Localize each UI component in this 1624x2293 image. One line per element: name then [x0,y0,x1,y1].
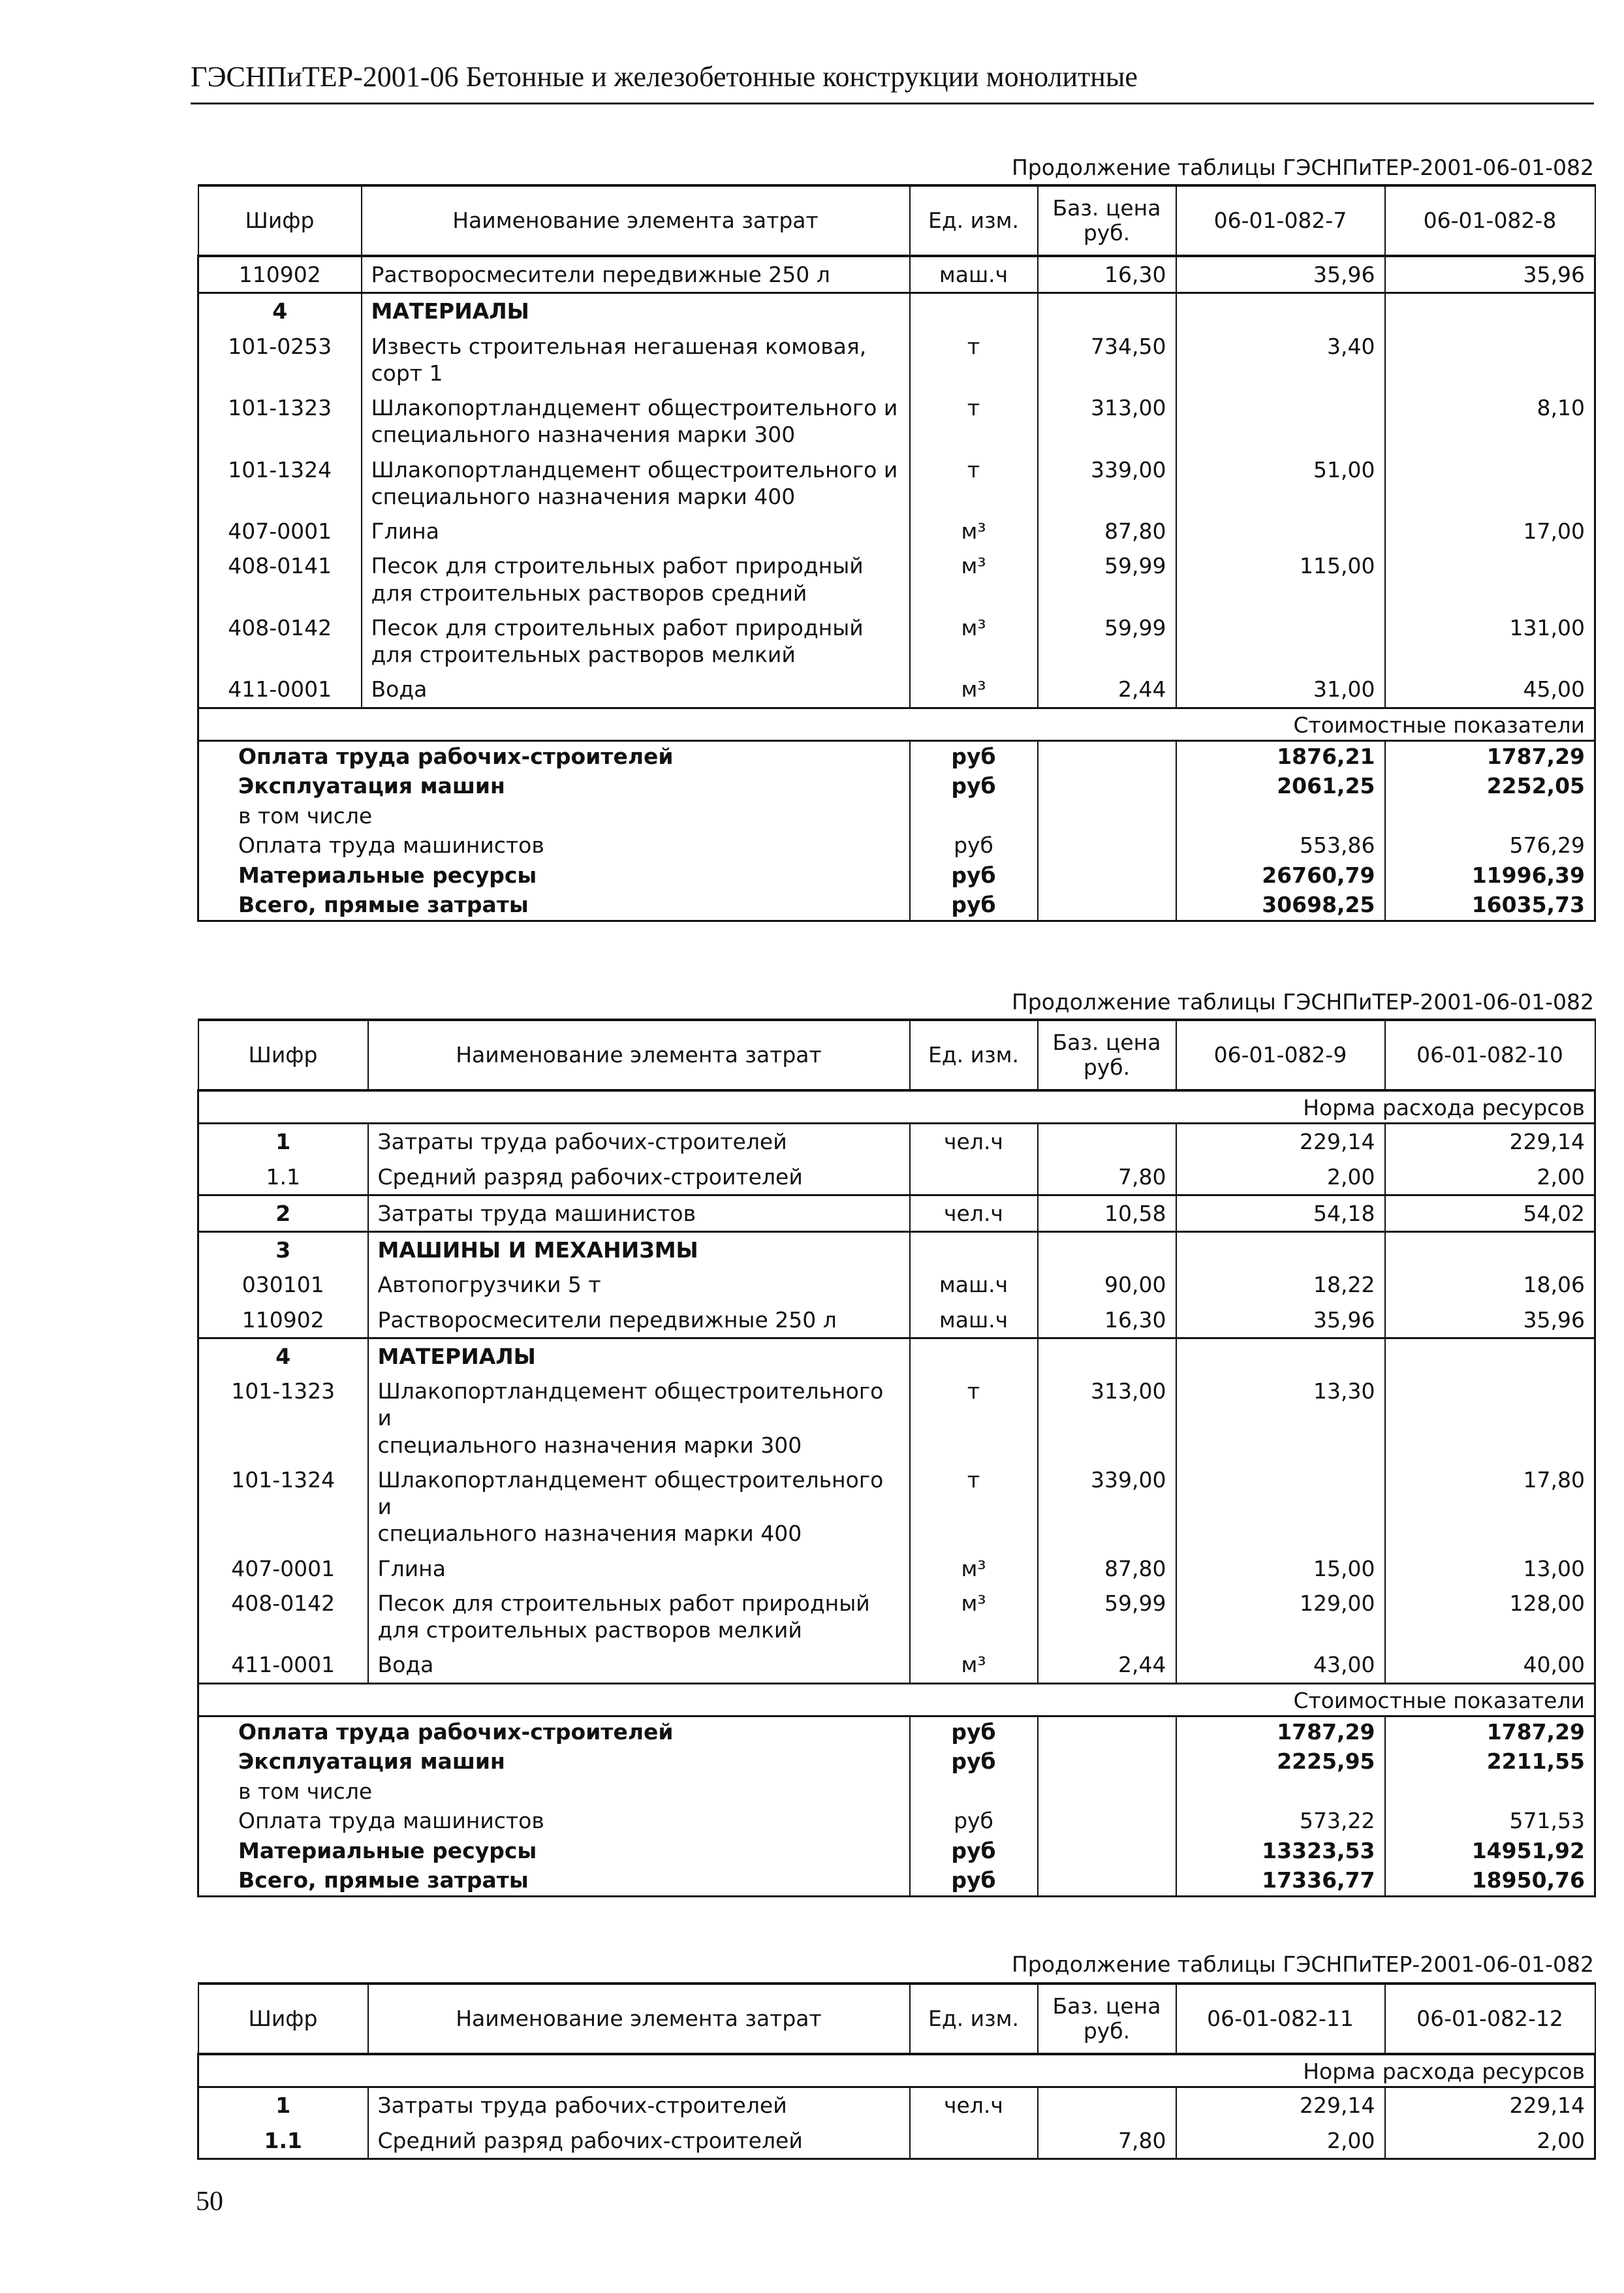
table-row [198,1374,1595,1463]
summary-label: Эксплуатация машин [198,771,910,801]
row-value-b: 8,10 [1385,390,1595,452]
row-value-b [1385,452,1595,514]
row-code: 1 [198,2087,368,2123]
summary-label: Оплата труда машинистов [198,830,910,861]
summary-label: Эксплуатация машин [198,1747,910,1777]
summary-row [198,1777,1595,1807]
row-price: 87,80 [1038,1551,1176,1586]
row-value-a: 3,40 [1176,329,1385,391]
row-name: Шлакопортландцемент общестроительного и специального назначения марки 400 [362,452,910,514]
header-base-price: Баз. цена руб. [1038,1020,1176,1090]
row-unit: т [910,329,1038,391]
estimate-table-1 [197,184,1596,922]
row-price: 7,80 [1038,2123,1176,2159]
row-name: Затраты труда рабочих-строителей [368,2087,910,2123]
summary-value-a: 553,86 [1176,830,1385,861]
row-price: 339,00 [1038,452,1176,514]
header-col-b: 06-01-082-8 [1385,185,1595,256]
row-price: 59,99 [1038,610,1176,672]
header-name: Наименование элемента затрат [368,1020,910,1090]
row-unit: м³ [910,1551,1038,1586]
row-code: 408-0142 [198,610,362,672]
row-price: 734,50 [1038,329,1176,391]
row-value-a: 31,00 [1176,672,1385,708]
summary-label: Материальные ресурсы [198,861,910,891]
row-value-b: 40,00 [1385,1647,1595,1683]
summary-row [198,771,1595,801]
norm-band [198,1090,1595,1124]
row-value-a [1176,390,1385,452]
summary-label: Оплата труда рабочих-строителей [198,740,910,771]
row-name: Растворосмесители передвижные 250 л [368,1303,910,1338]
row-code: 411-0001 [198,1647,368,1683]
section-code: 3 [198,1232,368,1268]
row-value-b: 17,80 [1385,1463,1595,1551]
row-value-b: 13,00 [1385,1551,1595,1586]
row-name: Шлакопортландцемент общестроительного и специального назначения марки 300 [368,1374,910,1463]
row-price: 59,99 [1038,1586,1176,1648]
row-code: 101-1323 [198,1374,368,1463]
header-col-b: 06-01-082-10 [1385,1020,1595,1090]
summary-row [198,801,1595,831]
header-name: Наименование элемента затрат [362,185,910,256]
row-code: 408-0142 [198,1586,368,1648]
page-header: ГЭСНПиТЕР-2001-06 Бетонные и железобетонные конструкции монолитные [191,60,1594,104]
table-row [198,548,1595,610]
header-unit: Ед. изм. [910,1984,1038,2054]
row-value-b [1385,329,1595,391]
row-price: 7,80 [1038,1160,1176,1195]
row-price: 313,00 [1038,1374,1176,1463]
row-name: Затраты труда машинистов [368,1195,910,1231]
row-name: Шлакопортландцемент общестроительного и специального назначения марки 400 [368,1463,910,1551]
row-name: Растворосмесители передвижные 250 л [362,256,910,293]
row-name: Средний разряд рабочих-строителей [368,1160,910,1195]
row-unit: маш.ч [910,1303,1038,1338]
table-continuation-caption: Продолжение таблицы ГЭСНПиТЕР-2001-06-01-082 [1011,989,1594,1015]
row-value-a [1176,610,1385,672]
summary-row [198,1716,1595,1747]
row-name: Вода [368,1647,910,1683]
row-value-b: 131,00 [1385,610,1595,672]
row-value-a: 18,22 [1176,1267,1385,1302]
row-value-a: 2,00 [1176,2123,1385,2159]
summary-unit: руб [910,1716,1038,1747]
row-value-b: 2,00 [1385,2123,1595,2159]
row-unit: т [910,1463,1038,1551]
table-row [198,390,1595,452]
row-unit [910,1160,1038,1195]
row-value-b: 2,00 [1385,1160,1595,1195]
table-row [198,1463,1595,1551]
summary-value-a: 30698,25 [1176,890,1385,921]
summary-value-b: 2252,05 [1385,771,1595,801]
row-unit: чел.ч [910,1195,1038,1231]
row-value-a: 51,00 [1176,452,1385,514]
summary-label: Оплата труда машинистов [198,1806,910,1836]
row-price: 339,00 [1038,1463,1176,1551]
table-row [198,452,1595,514]
summary-value-b: 18950,76 [1385,1865,1595,1896]
row-code: 2 [198,1195,368,1231]
row-code: 101-0253 [198,329,362,391]
row-price: 2,44 [1038,672,1176,708]
row-code: 407-0001 [198,1551,368,1586]
section-heading-row [198,1338,1595,1374]
row-price [1038,1124,1176,1160]
row-name: Песок для строительных работ природный для строительных растворов мелкий [362,610,910,672]
table-row [198,1267,1595,1302]
summary-value-a: 1787,29 [1176,1716,1385,1747]
summary-value-a: 1876,21 [1176,740,1385,771]
row-unit: чел.ч [910,2087,1038,2123]
row-name: Песок для строительных работ природный для строительных растворов средний [362,548,910,610]
section-title: МАШИНЫ И МЕХАНИЗМЫ [368,1232,910,1268]
summary-unit: руб [910,1747,1038,1777]
cost-indicators-band [198,708,1595,740]
summary-value-a: 573,22 [1176,1806,1385,1836]
row-name: Песок для строительных работ природный для строительных растворов мелкий [368,1586,910,1648]
row-unit: т [910,390,1038,452]
header-unit: Ед. изм. [910,185,1038,256]
row-value-b: 229,14 [1385,2087,1595,2123]
row-code: 110902 [198,256,362,293]
header-col-b: 06-01-082-12 [1385,1984,1595,2054]
summary-row [198,1806,1595,1836]
row-value-b: 45,00 [1385,672,1595,708]
row-code: 101-1323 [198,390,362,452]
row-price: 313,00 [1038,390,1176,452]
row-value-a: 15,00 [1176,1551,1385,1586]
table-row [198,1195,1595,1231]
row-price: 16,30 [1038,256,1176,293]
header-base-price: Баз. цена руб. [1038,1984,1176,2054]
row-value-a [1176,1463,1385,1551]
summary-label: Материальные ресурсы [198,1836,910,1866]
section-title: МАТЕРИАЛЫ [362,293,910,329]
row-code: 030101 [198,1267,368,1302]
summary-unit: руб [910,740,1038,771]
row-value-a [1176,514,1385,548]
row-name: Средний разряд рабочих-строителей [368,2123,910,2159]
summary-label: в том числе [198,1777,910,1807]
estimate-table-3 [197,1982,1596,2160]
summary-row [198,1836,1595,1866]
section-heading-row [198,1232,1595,1268]
row-name: Глина [362,514,910,548]
row-value-b: 35,96 [1385,1303,1595,1338]
row-unit [910,2123,1038,2159]
summary-value-a: 2061,25 [1176,771,1385,801]
norm-title: Норма расхода ресурсов [198,2054,1595,2087]
page-number: 50 [196,2187,223,2217]
summary-value-b: 14951,92 [1385,1836,1595,1866]
summary-value-a: 13323,53 [1176,1836,1385,1866]
row-unit: м³ [910,610,1038,672]
summary-value-b: 1787,29 [1385,1716,1595,1747]
row-value-b: 17,00 [1385,514,1595,548]
cost-indicators-title: Стоимостные показатели [198,1683,1595,1716]
row-code: 1.1 [198,1160,368,1195]
header-col-a: 06-01-082-7 [1176,185,1385,256]
row-name: Автопогрузчики 5 т [368,1267,910,1302]
row-value-a: 129,00 [1176,1586,1385,1648]
header-base-price: Баз. цена руб. [1038,185,1176,256]
row-code: 411-0001 [198,672,362,708]
row-value-a: 229,14 [1176,1124,1385,1160]
summary-row [198,1747,1595,1777]
row-code: 408-0141 [198,548,362,610]
table-row [198,1160,1595,1195]
row-value-b [1385,548,1595,610]
row-value-a: 2,00 [1176,1160,1385,1195]
table-row [198,329,1595,391]
row-name: Затраты труда рабочих-строителей [368,1124,910,1160]
table-header-row [198,1020,1595,1090]
row-value-b: 229,14 [1385,1124,1595,1160]
section-title: МАТЕРИАЛЫ [368,1338,910,1374]
table-row [198,1551,1595,1586]
summary-row [198,890,1595,921]
section-code: 4 [198,293,362,329]
header-code: Шифр [198,185,362,256]
row-value-a: 115,00 [1176,548,1385,610]
row-code: 101-1324 [198,452,362,514]
header-name: Наименование элемента затрат [368,1984,910,2054]
section-code: 4 [198,1338,368,1374]
summary-row [198,740,1595,771]
row-name: Глина [368,1551,910,1586]
header-col-a: 06-01-082-11 [1176,1984,1385,2054]
summary-value-b: 16035,73 [1385,890,1595,921]
row-name: Шлакопортландцемент общестроительного и специального назначения марки 300 [362,390,910,452]
table-header-row [198,1984,1595,2054]
row-value-a: 35,96 [1176,256,1385,293]
row-unit: маш.ч [910,1267,1038,1302]
table-continuation-caption: Продолжение таблицы ГЭСНПиТЕР-2001-06-01-082 [1011,1952,1594,1977]
summary-value-a: 17336,77 [1176,1865,1385,1896]
summary-row [198,1865,1595,1896]
row-unit: м³ [910,514,1038,548]
row-price: 10,58 [1038,1195,1176,1231]
row-value-a: 13,30 [1176,1374,1385,1463]
row-value-a: 35,96 [1176,1303,1385,1338]
row-unit: т [910,1374,1038,1463]
norm-band [198,2054,1595,2087]
header-col-a: 06-01-082-9 [1176,1020,1385,1090]
summary-value-b: 11996,39 [1385,861,1595,891]
table-row [198,610,1595,672]
summary-value-a: 26760,79 [1176,861,1385,891]
table-row [198,2087,1595,2123]
header-code: Шифр [198,1020,368,1090]
table-row [198,514,1595,548]
summary-unit: руб [910,1865,1038,1896]
row-value-a: 229,14 [1176,2087,1385,2123]
row-value-b [1385,1374,1595,1463]
summary-value-b: 2211,55 [1385,1747,1595,1777]
row-code: 407-0001 [198,514,362,548]
summary-label: в том числе [198,801,910,831]
row-price: 16,30 [1038,1303,1176,1338]
summary-row [198,830,1595,861]
row-price: 87,80 [1038,514,1176,548]
summary-label: Всего, прямые затраты [198,890,910,921]
row-value-a: 43,00 [1176,1647,1385,1683]
row-code: 1 [198,1124,368,1160]
row-price: 90,00 [1038,1267,1176,1302]
cost-indicators-title: Стоимостные показатели [198,708,1595,740]
row-unit: м³ [910,1586,1038,1648]
row-code: 1.1 [198,2123,368,2159]
row-price: 2,44 [1038,1647,1176,1683]
summary-value-b: 1787,29 [1385,740,1595,771]
estimate-table-2 [197,1019,1596,1897]
summary-unit: руб [910,771,1038,801]
table-row [198,2123,1595,2159]
row-unit: маш.ч [910,256,1038,293]
table-row [198,672,1595,708]
summary-value-b: 576,29 [1385,830,1595,861]
row-value-a: 54,18 [1176,1195,1385,1231]
norm-title: Норма расхода ресурсов [198,1090,1595,1124]
section-heading-row [198,293,1595,329]
table-row [198,1586,1595,1648]
row-name: Вода [362,672,910,708]
table-continuation-caption: Продолжение таблицы ГЭСНПиТЕР-2001-06-01-082 [1011,155,1594,180]
table-row [198,256,1595,293]
header-code: Шифр [198,1984,368,2054]
summary-unit: руб [910,830,1038,861]
row-unit: м³ [910,548,1038,610]
row-code: 101-1324 [198,1463,368,1551]
table-header-row [198,185,1595,256]
summary-unit: руб [910,890,1038,921]
table-row [198,1303,1595,1338]
row-price [1038,2087,1176,2123]
row-name: Известь строительная негашеная комовая, сорт 1 [362,329,910,391]
header-unit: Ед. изм. [910,1020,1038,1090]
summary-unit: руб [910,1836,1038,1866]
row-price: 59,99 [1038,548,1176,610]
row-unit: м³ [910,1647,1038,1683]
summary-label: Оплата труда рабочих-строителей [198,1716,910,1747]
summary-label: Всего, прямые затраты [198,1865,910,1896]
summary-unit: руб [910,1806,1038,1836]
row-code: 110902 [198,1303,368,1338]
summary-row [198,861,1595,891]
row-unit: чел.ч [910,1124,1038,1160]
row-value-b: 128,00 [1385,1586,1595,1648]
summary-value-b: 571,53 [1385,1806,1595,1836]
table-row [198,1647,1595,1683]
summary-unit: руб [910,861,1038,891]
row-value-b: 35,96 [1385,256,1595,293]
row-value-b: 54,02 [1385,1195,1595,1231]
row-unit: т [910,452,1038,514]
summary-value-a: 2225,95 [1176,1747,1385,1777]
row-value-b: 18,06 [1385,1267,1595,1302]
row-unit: м³ [910,672,1038,708]
cost-indicators-band [198,1683,1595,1716]
table-row [198,1124,1595,1160]
